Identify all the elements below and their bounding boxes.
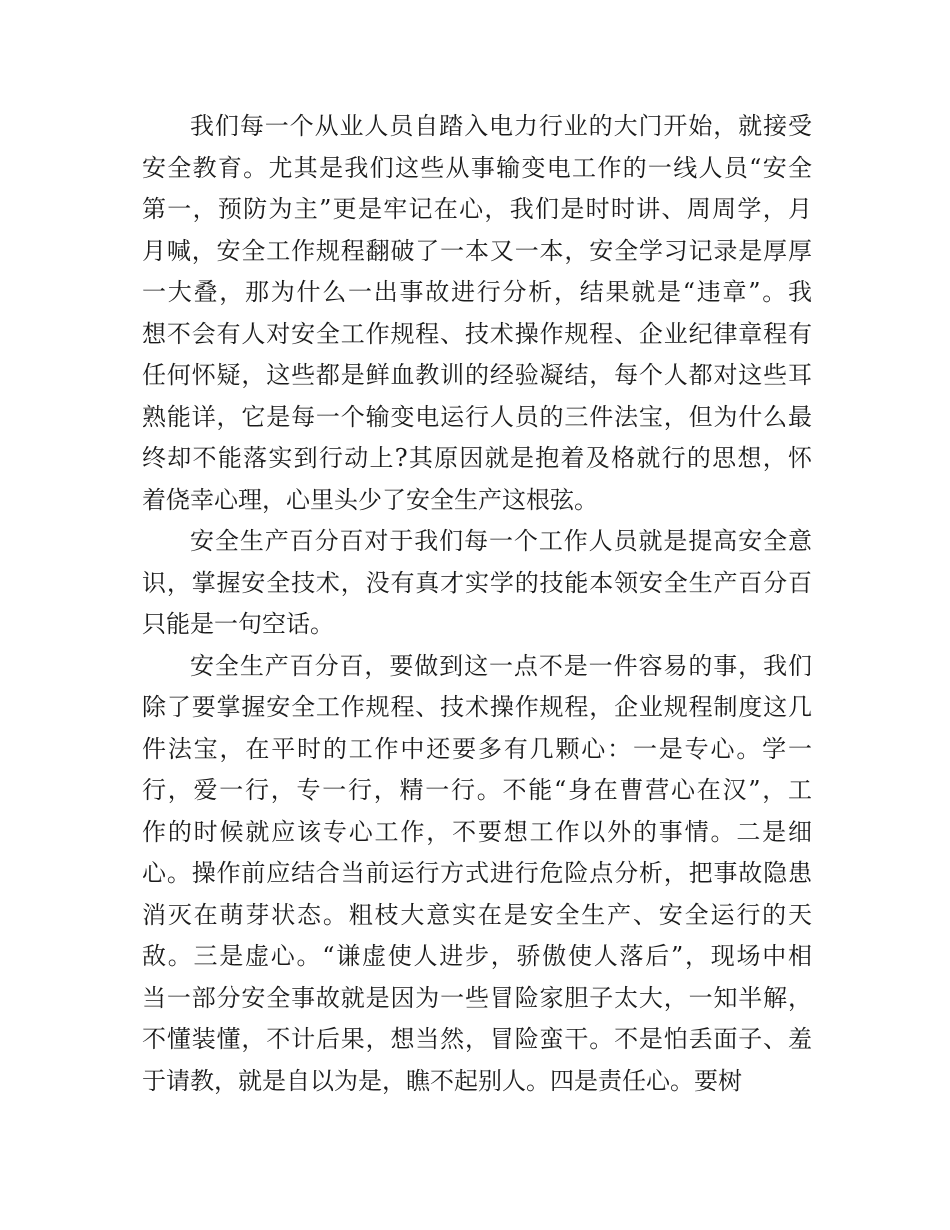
paragraph-line: 作的时候就应该专心工作，不要想工作以外的事情。二是细 (142, 817, 812, 846)
paragraph-line: 终却不能落实到行动上?其原因就是抱着及格就行的思想，怀 (142, 444, 812, 472)
paragraph-line: 熟能详，它是每一个输变电运行人员的三件法宝，但为什么最 (142, 402, 812, 431)
paragraph-line: 安全生产百分百对于我们每一个工作人员就是提高安全意 (190, 527, 812, 555)
paragraph-line: 不懂装懂，不计后果，想当然，冒险蛮干。不是怕丢面子、羞 (142, 1025, 812, 1053)
paragraph-line: 一大叠，那为什么一出事故进行分析，结果就是“违章”。我 (142, 278, 812, 306)
paragraph-line: 月喊，安全工作规程翻破了一本又一本，安全学习记录是厚厚 (142, 236, 812, 265)
paragraph-line: 行，爱一行，专一行，精一行。不能“身在曹营心在汉”，工 (142, 776, 812, 804)
paragraph-line: 着侥幸心理，心里头少了安全生产这根弦。 (142, 485, 598, 514)
paragraph-line: 想不会有人对安全工作规程、技术操作规程、企业纪律章程有 (142, 319, 812, 348)
paragraph-line: 消灭在萌芽状态。粗枝大意实在是安全生产、安全运行的天 (142, 900, 812, 929)
paragraph-line: 识，掌握安全技术，没有真才实学的技能本领安全生产百分百 (142, 568, 812, 597)
paragraph-line: 安全教育。尤其是我们这些从事输变电工作的一线人员“安全 (142, 153, 812, 182)
paragraph-3 (142, 646, 812, 1103)
paragraph-2 (142, 521, 812, 646)
paragraph-line: 只能是一句空话。 (142, 610, 334, 638)
paragraph-line: 敌。三是虚心。“谦虚使人进步，骄傲使人落后”，现场中相 (142, 942, 812, 970)
paragraph-line: 心。操作前应结合当前运行方式进行危险点分析，把事故隐患 (142, 859, 812, 887)
paragraph-line: 件法宝，在平时的工作中还要多有几颗心：一是专心。学一 (142, 734, 812, 763)
paragraph-line: 除了要掌握安全工作规程、技术操作规程，企业规程制度这几 (142, 693, 812, 721)
paragraph-line: 我们每一个从业人员自踏入电力行业的大门开始，就接受 (190, 112, 812, 140)
paragraph-line: 任何怀疑，这些都是鲜血教训的经验凝结，每个人都对这些耳 (142, 361, 812, 389)
paragraph-line: 第一，预防为主”更是牢记在心，我们是时时讲、周周学，月 (142, 195, 812, 223)
paragraph-1 (142, 106, 812, 521)
paragraph-line: 当一部分安全事故就是因为一些冒险家胆子太大，一知半解， (142, 983, 812, 1012)
paragraph-line: 安全生产百分百，要做到这一点不是一件容易的事，我们 (190, 651, 812, 680)
paragraph-line: 于请教，就是自以为是，瞧不起别人。四是责任心。要树 (142, 1066, 742, 1095)
document-body (142, 106, 812, 1102)
